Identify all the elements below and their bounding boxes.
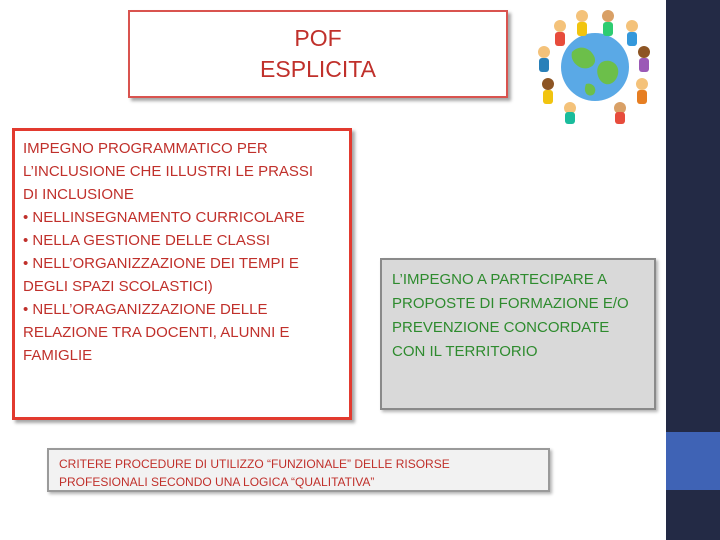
- right-line: L’IMPEGNO A PARTECIPARE A: [392, 271, 608, 288]
- left-line: • NELL’ORAGANIZZAZIONE DELLE: [23, 301, 268, 318]
- right-line: PROPOSTE DI FORMAZIONE E/O: [392, 295, 629, 312]
- right-line: CON IL TERRITORIO: [392, 343, 538, 360]
- resource-criteria-box: [47, 448, 550, 492]
- left-line: • NELL’ORGANIZZAZIONE DEI TEMPI E: [23, 255, 299, 272]
- title-box: [128, 10, 508, 98]
- right-line: PREVENZIONE CONCORDATE: [392, 319, 610, 336]
- left-line: RELAZIONE TRA DOCENTI, ALUNNI E: [23, 324, 290, 341]
- left-line: L’INCLUSIONE CHE ILLUSTRI LE PRASSI: [23, 163, 314, 180]
- bottom-line: CRITERE PROCEDURE DI UTILIZZO “FUNZIONALE” DELLE RISORSE: [59, 457, 450, 471]
- inclusion-commitment-box: [12, 128, 352, 420]
- children-around-globe-illustration: [520, 4, 670, 126]
- title-line-2: ESPLICITA: [260, 56, 376, 82]
- left-line: DI INCLUSIONE: [23, 186, 134, 203]
- training-commitment-box: [380, 258, 656, 410]
- sidebar-accent-block: [666, 432, 720, 490]
- left-line: • NELLA GESTIONE DELLE CLASSI: [23, 232, 271, 249]
- title-line-1: POF: [294, 25, 342, 51]
- left-line: • NELLINSEGNAMENTO CURRICOLARE: [23, 209, 305, 226]
- left-line: FAMIGLIE: [23, 347, 93, 364]
- left-line: DEGLI SPAZI SCOLASTICI): [23, 278, 213, 295]
- left-line: IMPEGNO PROGRAMMATICO PER: [23, 140, 268, 157]
- bottom-line: PROFESIONALI SECONDO UNA LOGICA “QUALITATIVA”: [59, 475, 375, 489]
